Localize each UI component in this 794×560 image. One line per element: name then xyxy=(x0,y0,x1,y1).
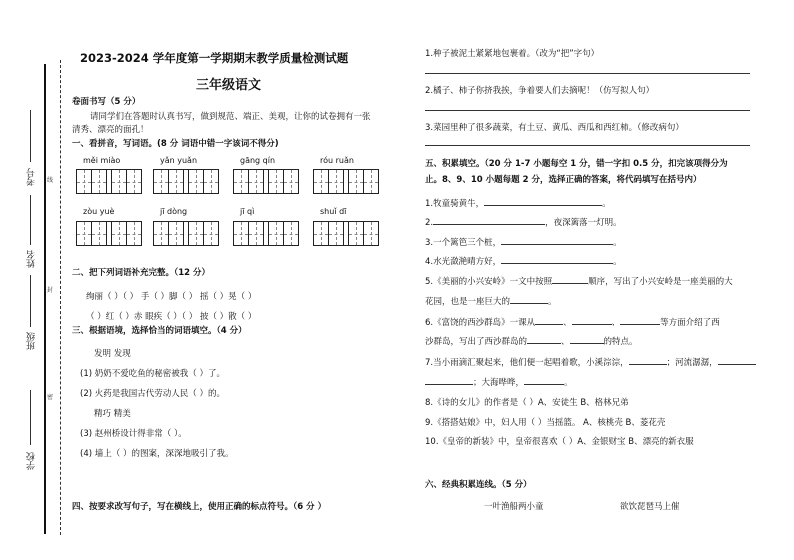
fill-3: 3.一个篱笆三个桩， 。 xyxy=(425,238,622,248)
fill-6-blank-2[interactable] xyxy=(572,324,612,325)
handwriting-body-2: 清秀、漂亮的面孔！ xyxy=(72,125,149,135)
binding-dashed-line xyxy=(60,60,61,535)
section-4-heading: 四、按要求改写句子，写在横线上，使用正确的标点符号。（6 分 ） xyxy=(72,502,327,512)
section-6-heading: 六、经典积累连线。（5 分） xyxy=(425,480,532,490)
label-xuexiao: 学校 xyxy=(27,452,37,470)
fill-7-blank-3[interactable] xyxy=(425,384,473,385)
fill-7-blank-2[interactable] xyxy=(718,364,756,365)
fill-1-blank[interactable] xyxy=(484,205,602,206)
fill-5-text-b: 顺序，写出了小兴安岭是一座美丽的大 xyxy=(588,277,733,287)
pinyin-4: róu ruǎn xyxy=(320,156,354,165)
fill-5-text-c: 花园，也是一座巨大的 xyxy=(425,297,511,307)
handwriting-body-1: 请同学们在答题时认真书写，做到规范、端正、美观，让你的试卷拥有一张 xyxy=(90,112,371,122)
fill-4-blank[interactable] xyxy=(501,263,613,264)
fill-1: 1.牧童骑黄牛， 。 xyxy=(425,199,611,209)
fill-7 xyxy=(425,356,756,368)
tianzige-6[interactable] xyxy=(153,221,219,246)
tianzige-4[interactable] xyxy=(313,169,379,194)
label-banji: 班级 xyxy=(27,332,37,350)
section-2-row-2: （ ）红（ ）赤 眼疾（ ）（ ） 披（ ）散（ ） xyxy=(86,312,257,322)
mark-feng: 封 xyxy=(47,287,54,294)
section-2-heading: 二、把下列词语补充完整。（12 分） xyxy=(72,268,211,278)
fill-6: 6.《富饶的西沙群岛》一课从 、 、 等方面介绍了西 xyxy=(425,318,720,328)
blank-xingming xyxy=(30,195,31,245)
fill-5 xyxy=(425,275,733,287)
blank-xuexiao xyxy=(30,390,31,445)
tianzige-5[interactable] xyxy=(76,221,142,246)
fill-6-blank-5[interactable] xyxy=(570,343,604,344)
tianzige-8[interactable] xyxy=(313,221,379,246)
fill-6-text-b: 等方面介绍了西 xyxy=(660,318,720,328)
pinyin-3: gāng qín xyxy=(240,156,276,165)
fill-5-blank-1[interactable] xyxy=(552,283,588,284)
fill-2 xyxy=(425,216,622,228)
section-3-q4: (4) 墙上（ ）的图案，深深地吸引了我。 xyxy=(80,449,234,459)
fill-2-blank[interactable] xyxy=(433,224,545,225)
answer-line-1[interactable] xyxy=(425,73,750,74)
label-kaohao: 考号 xyxy=(27,168,37,186)
section-5-heading-2: 止。8、9、10 小题每题 2 分，选择正确的答案，将代码填写在括号内） xyxy=(425,175,702,185)
match-right-1[interactable]: 欲饮琵琶马上催 xyxy=(620,502,680,512)
fill-4-text: 4.水光潋滟晴方好， xyxy=(425,257,502,267)
tianzige-3[interactable] xyxy=(233,169,299,194)
section-3-q3: (3) 赵州桥设计得非常（ ）。 xyxy=(80,429,187,439)
tianzige-2[interactable] xyxy=(153,169,219,194)
fill-6-blank-1[interactable] xyxy=(535,324,563,325)
blank-kaohao xyxy=(30,110,31,162)
fill-7-text-a: 7.当小雨滴汇聚起来，他们便一起唱着歌，小溪淙淙， xyxy=(425,358,629,368)
fill-6-blank-3[interactable] xyxy=(620,324,660,325)
section-5-heading-1: 五、积累填空。（20 分 1-7 小题每空 1 分，错一字扣 0.5 分，扣完该项得分为 xyxy=(425,159,728,169)
exam-subtitle: 三年级语文 xyxy=(196,78,262,93)
fill-2-num: 2. xyxy=(425,218,434,228)
fill-6-text-a: 6.《富饶的西沙群岛》一课从 xyxy=(425,318,536,328)
tianzige-1[interactable] xyxy=(76,169,142,194)
tianzige-7[interactable] xyxy=(233,221,299,246)
rewrite-q3: 3.菜园里种了很多蔬菜，有土豆、黄瓜、西瓜和西红柿。（修改病句） xyxy=(425,123,684,133)
choice-8: 8.《诗的女儿》的作者是（ ）A、安徒生 B、格林兄弟 xyxy=(425,398,629,408)
rewrite-q2: 2.橘子、柿子你挤我挨，争着要人们去摘呢！（仿写拟人句） xyxy=(425,86,655,96)
fill-1-text: 1.牧童骑黄牛， xyxy=(425,199,485,209)
choice-10: 10.《皇帝的新装》中，皇帝很喜欢（ ）A、金银财宝 B、漂亮的新衣服 xyxy=(425,437,694,447)
pinyin-8: shuǐ dī xyxy=(320,207,347,216)
fill-4: 4.水光潋滟晴方好， 。 xyxy=(425,257,622,267)
fill-6-text-c: 沙群岛，写出了西沙群岛的 xyxy=(425,337,528,347)
fill-5-text-a: 5.《美丽的小兴安岭》一文中按照 xyxy=(425,277,553,287)
pinyin-6: jī dòng xyxy=(160,207,188,216)
pinyin-5: zòu yuè xyxy=(83,207,115,216)
pinyin-1: měi miào xyxy=(83,156,121,165)
mark-mi: 密 xyxy=(47,394,54,401)
binding-line xyxy=(44,64,46,534)
fill-7-cont: ；大海哗哗， 。 xyxy=(425,376,573,388)
fill-7-blank-4[interactable] xyxy=(524,384,564,385)
section-3-q1: (1) 奶奶不爱吃鱼的秘密被我（ ）了。 xyxy=(80,369,225,379)
section-1-heading: 一、看拼音，写词语。(8 分 词语中错一字该词不得分) xyxy=(72,139,279,149)
word-pair-2: 精巧 精美 xyxy=(94,409,131,419)
fill-5-blank-2[interactable] xyxy=(510,303,548,304)
fill-6-text-d: 的特点。 xyxy=(603,337,638,347)
answer-line-3[interactable] xyxy=(425,145,750,146)
pinyin-2: yǎn yuǎn xyxy=(160,156,198,165)
rewrite-q1: 1.种子被泥土紧紧地包裹着。（改为“把”字句） xyxy=(425,49,600,59)
pinyin-7: jī qì xyxy=(240,207,255,216)
handwriting-heading: 卷面书写（5 分） xyxy=(72,97,141,107)
fill-6-cont: 沙群岛，写出了西沙群岛的 、 的特点。 xyxy=(425,337,638,347)
match-left-1[interactable]: 一叶渔船两小童 xyxy=(484,502,544,512)
word-pair-1: 发明 发现 xyxy=(94,349,131,359)
section-3-heading: 三、根据语境，选择恰当的词语填空。（4 分） xyxy=(72,326,247,336)
fill-5-cont: 花园，也是一座巨大的 。 xyxy=(425,297,557,307)
mark-xian: 线 xyxy=(47,177,54,184)
label-xingming: 姓名 xyxy=(27,250,37,268)
fill-2-text: ，夜深篱落一灯明。 xyxy=(545,218,622,228)
fill-7-blank-1[interactable] xyxy=(629,364,667,365)
fill-3-text: 3.一个篱笆三个桩， xyxy=(425,238,502,248)
blank-banji xyxy=(30,275,31,327)
fill-7-text-c: ；大海哗哗， xyxy=(473,378,525,388)
fill-7-text-b: ；河流潺潺， xyxy=(666,358,718,368)
choice-9: 9.《搭搭姑娘》中，妇人用（ ）当摇篮。 A、核桃壳 B、菱花壳 xyxy=(425,418,666,428)
fill-6-blank-4[interactable] xyxy=(527,343,561,344)
answer-line-2[interactable] xyxy=(425,110,750,111)
section-2-row-1: 绚丽（ ）（ ） 手（ ）脚（ ） 摇（ ）晃（ ） xyxy=(86,292,257,302)
section-3-q2: (2) 火药是我国古代劳动人民（ ）的。 xyxy=(80,389,225,399)
fill-3-blank[interactable] xyxy=(501,244,613,245)
exam-title: 2023-2024 学年度第一学期期末教学质量检测试题 xyxy=(80,51,349,65)
